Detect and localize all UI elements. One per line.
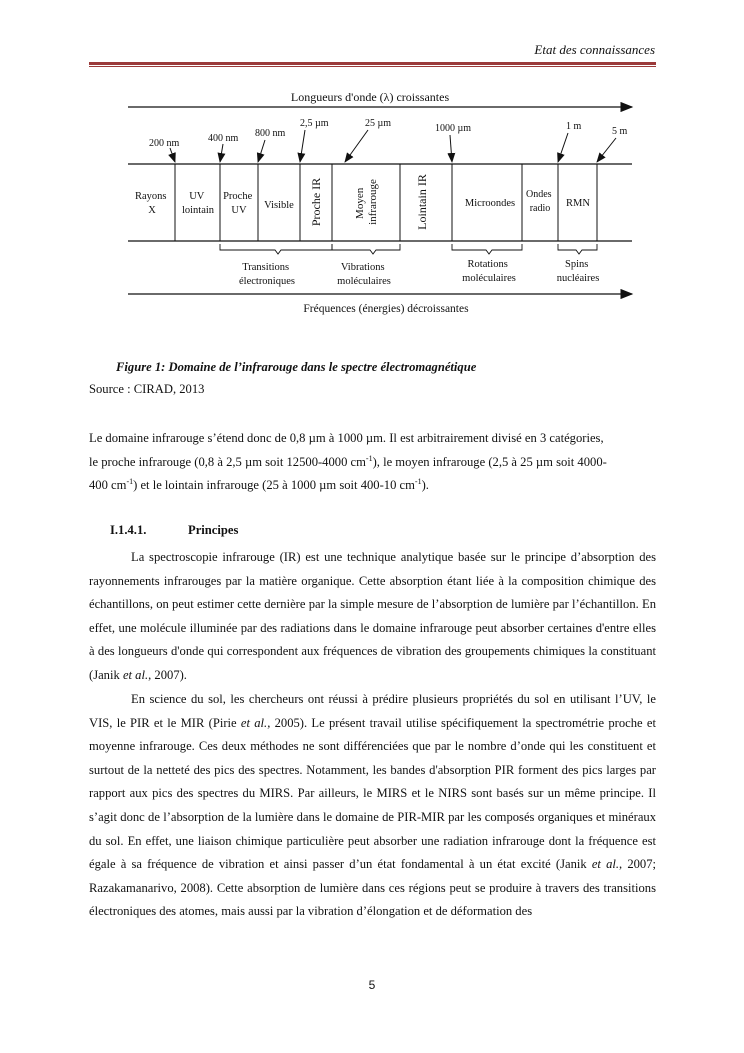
region-proche-ir: Proche IR — [309, 177, 323, 227]
intro-line: le proche infrarouge (0,8 à 2,5 µm soit 12500-4000 $cm^{-1}$), le moyen infrarouge (2,5 à 25 µm soit 4000- — [89, 453, 607, 469]
mark-1m: 1 m — [566, 121, 582, 132]
bottom-axis-label: Fréquences (énergies) décroissantes — [303, 303, 469, 315]
intro-line: 400 $cm^{-1}$) et le lointain infrarouge (25 à 1000 µm soit 400-10 $cm^{-1}$). — [89, 477, 429, 493]
mark-2-5um: 2,5 µm — [300, 118, 329, 129]
region-proche-uv: Proche UV — [223, 191, 253, 216]
mark-25um: 25 µm — [365, 118, 392, 129]
running-header: Etat des connaissances — [534, 42, 655, 57]
figure-caption: Figure 1: Domaine de l’infrarouge dans le spectre électromagnétique — [116, 360, 477, 374]
spectrum-figure — [110, 84, 650, 324]
intro-line: Le domaine infrarouge s’étend donc de 0,8 µm à 1000 µm. Il est arbitrairement divisé en 3 catégories, — [89, 431, 604, 445]
section-heading — [110, 523, 238, 538]
soil-science-paragraph: En science du sol, les chercheurs ont réussi à prédire plusieurs propriétés du sol en utilisant l’UV, le VIS, le PIR et le MIR (Pirie et al., 2005). Le présent travail utilise spécifiquement la spectrométrie proche et moyenne infrarouge. Ces deux méthodes ne sont différenciées que par le nombre d’onde qui les constituent et surtout de la netteté des pics des spectres. Notamment, les bandes d'absorption PIR forment des pics larges par rapport aux pics des spectres du MIRS. Par ailleurs, le MIRS et le NIRS sont basés sur un même principe. Il s’agit donc de l’absorption de la lumière dans le domaine de PIR-MIR par les composés organiques et minéraux du sol. En effet, une liaison chimique particulière peut absorber une radiation infrarouge dont la fréquence est égale à sa fréquence de vibration et ainsi passer d’un état fondamental à un état excité (Janik et al., 2007; Razakamanarivo, 2008). Cette absorption de lumière dans ces régions peut se produire à travers des transitions électroniques des atomes, mais aussi par la vibration d’élongation et de déformation des — [89, 692, 657, 919]
region-microondes: Microondes — [464, 198, 516, 209]
region-rmn: RMN — [566, 198, 590, 209]
group-rotations: Rotations moléculaires — [462, 259, 516, 284]
mark-800nm: 800 nm — [255, 128, 286, 139]
group-vibrations: Vibrations moléculaires — [337, 262, 391, 287]
section-title: Principes — [188, 523, 239, 537]
region-moyen-ir: Moyen infrarouge — [354, 179, 379, 225]
mark-5m: 5 m — [612, 126, 628, 137]
header-rule-thin — [89, 66, 656, 67]
principles-paragraph: La spectroscopie infrarouge (IR) est une technique analytique basée sur le principe d’absorption des rayonnements infrarouges par la matière organique. Cette absorption étant liée à la composition chimique des échantillons, on peut estimer cette dernière par la simple mesure de l’absorption de lumière par l’échantillon. En effet, une molécule illuminée par des radiations dans le domaine infrarouge peut absorber certaines d'entre elles à des longueurs d'onde qui correspondent aux fréquences de vibration des groupements chimiques la constituant (Janik et al., 2007). — [89, 550, 656, 682]
region-rayons-x: Rayons X — [134, 191, 167, 216]
header-rule — [89, 62, 656, 65]
figure-source: Source : CIRAD, 2013 — [89, 382, 205, 396]
mark-1000um: 1000 µm — [435, 123, 472, 134]
region-lointain-ir: Lointain IR — [415, 174, 429, 230]
region-ondes-radio: Ondes radio — [525, 189, 552, 214]
region-uv-lointain: UV lointain — [181, 191, 215, 216]
group-spins: Spins nucléaires — [556, 259, 600, 284]
mark-400nm: 400 nm — [208, 133, 239, 144]
group-transitions: Transitions électroniques — [239, 262, 295, 287]
intro-paragraph — [89, 427, 656, 498]
top-axis-label: Longueurs d'onde (λ) croissantes — [290, 90, 450, 104]
region-visible: Visible — [264, 200, 294, 211]
page-number: 5 — [368, 978, 376, 992]
group-braces — [220, 244, 597, 254]
section-number: I.1.4.1. — [110, 523, 147, 537]
mark-200nm: 200 nm — [149, 138, 180, 149]
